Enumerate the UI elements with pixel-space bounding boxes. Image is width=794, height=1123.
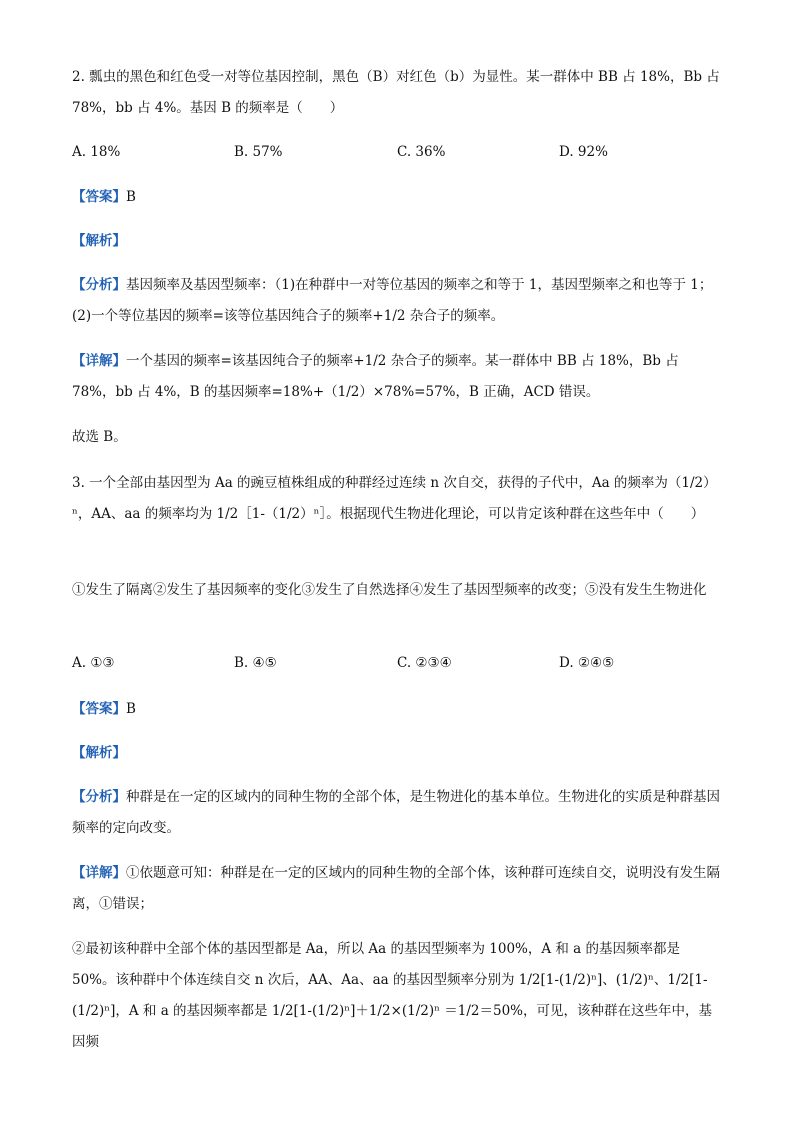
q2-xiangjie <box>72 346 722 408</box>
q3-option-b: B. ④⑤ <box>234 655 277 671</box>
q2-option-b: B. 57% <box>234 144 283 160</box>
q2-option-d: D. 92% <box>559 144 608 160</box>
q3-items: ①发生了隔离②发生了基因频率的变化③发生了自然选择④发生了基因型频率的改变；⑤没有发生生物进化 <box>72 582 707 598</box>
q2-xiangjie-text: 一个基因的频率=该基因纯合子的频率+1/2 杂合子的频率。某一群体中 BB 占 18%，Bb 占 78%，bb 占 4%，B 的基因频率=18%+（1/2）×78%=57%，B 正确，ACD 错误。 <box>72 353 679 400</box>
q2-answer-value: B <box>126 189 136 205</box>
q3-option-a: A. ①③ <box>72 655 115 671</box>
q2-fenxi <box>72 270 722 332</box>
q2-xiangjie-tag: 【详解】 <box>72 353 126 369</box>
q2-fenxi-text: 基因频率及基因型频率：（1)在种群中一对等位基因的频率之和等于 1，基因型频率之和也等于 1；(2)一个等位基因的频率=该等位基因纯合子的频率+1/2 杂合子的频率。 <box>72 277 713 324</box>
q3-fenxi-text: 种群是在一定的区域内的同种生物的全部个体，是生物进化的基本单位。生物进化的实质是种群基因频率的定向改变。 <box>72 789 720 836</box>
q3-analysis-tag: 【解析】 <box>72 745 126 761</box>
q2-conclusion: 故选 B。 <box>72 429 127 445</box>
q3-option-c: C. ②③④ <box>397 655 452 671</box>
q3-answer-value: B <box>126 701 136 717</box>
q3-xiangjie-text-1: ①依题意可知：种群是在一定的区域内的同种生物的全部个体，该种群可连续自交，说明没有发生隔离，①错误； <box>72 865 720 912</box>
q3-option-d: D. ②④⑤ <box>559 655 615 671</box>
q3-answer <box>72 694 722 725</box>
q2-analysis-heading <box>72 226 722 257</box>
q2-analysis-tag: 【解析】 <box>72 233 126 249</box>
q3-analysis-heading <box>72 738 722 769</box>
q3-stem: 3. 一个全部由基因型为 Aa 的豌豆植株组成的种群经过连续 n 次自交，获得的子代中，Aa 的频率为（1/2）ⁿ，AA、aa 的频率均为 1/2［1-（1/2）ⁿ］。根据现代生物进化理论，可以肯定该种群在这些年中（ ） <box>72 475 717 522</box>
q3-fenxi <box>72 782 722 844</box>
q2-option-a: A. 18% <box>72 144 121 160</box>
q3-xiangjie-1 <box>72 858 722 920</box>
q3-fenxi-tag: 【分析】 <box>72 789 126 805</box>
q2-fenxi-tag: 【分析】 <box>72 277 126 293</box>
q2-answer <box>72 182 722 213</box>
q3-answer-tag: 【答案】 <box>72 701 126 717</box>
q2-stem: 2. 瓢虫的黑色和红色受一对等位基因控制，黑色（B）对红色（b）为显性。某一群体中 BB 占 18%，Bb 占 78%，bb 占 4%。基因 B 的频率是（ ） <box>72 69 720 116</box>
q2-option-c: C. 36% <box>397 144 446 160</box>
q3-xiangjie-tag: 【详解】 <box>72 865 126 881</box>
q3-xiangjie-2: ②最初该种群中全部个体的基因型都是 Aa，所以 Aa 的基因型频率为 100%，A 和 a 的基因频率都是 50%。该种群中个体连续自交 n 次后，AA、Aa、aa 的基因型频率分别为 1/2[1-(1/2)ⁿ]、(1/2)ⁿ、1/2[1-(1/2)ⁿ]，A 和 a 的基因频率都是 1/2[1-(1/2)ⁿ]＋1/2×(1/2)ⁿ ＝1/2＝50%，可见，该种群在这些年中，基因频 <box>72 941 713 1050</box>
q2-answer-tag: 【答案】 <box>72 189 126 205</box>
